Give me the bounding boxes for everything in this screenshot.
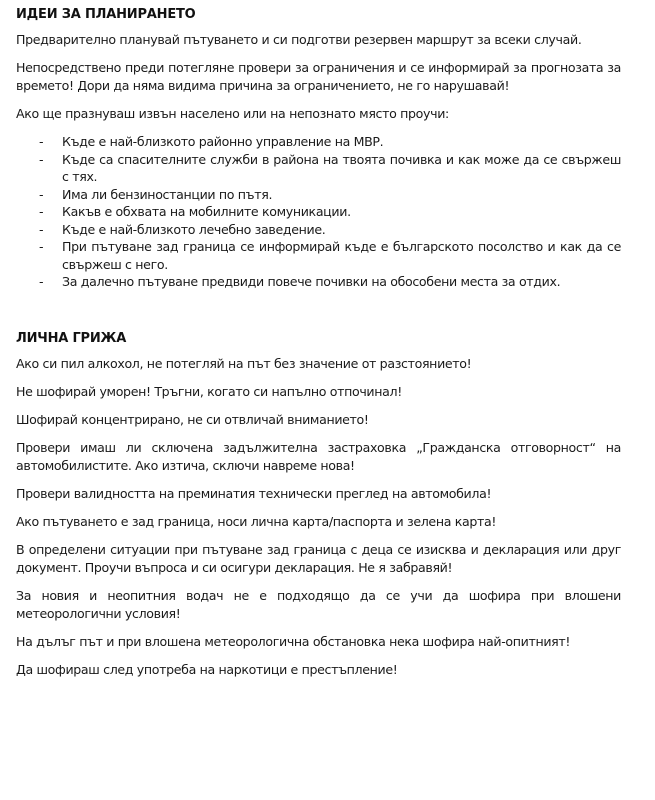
paragraph: Да шофираш след употреба на наркотици е престъпление! [16, 661, 398, 677]
list-item-text: Какъв е обхвата на мобилните комуникации. [62, 204, 351, 219]
section-heading-personal-care: ЛИЧНА ГРИЖА [16, 330, 127, 346]
list-item [16, 186, 621, 204]
paragraph: Не шофирай уморен! Тръгни, когато си напълно отпочинал! [16, 383, 402, 399]
paragraph: Непосредствено преди потегляне провери за ограничения и се информирай за прогнозата за времето! Дори да няма видима причина за ограничението, не го нарушавай! [16, 60, 621, 93]
paragraph: Провери имаш ли сключена задължителна застраховка „Гражданска отговорност“ на автомобилистите. Ако изтича, сключи навреме нова! [16, 439, 621, 473]
paragraph: За новия и неопитния водач не е подходящо да се учи да шофира при влошени метеорологични условия! [16, 587, 621, 621]
list-item [16, 203, 621, 221]
list-item-text: При пътуване зад граница се информирай къде е българското посолство и как да се свържеш с него. [62, 239, 621, 272]
list-item [16, 133, 621, 151]
list-item-text: Има ли бензиностанции по пътя. [62, 186, 273, 202]
paragraph: Шофирай концентрирано, не си отвличай вниманието! [16, 411, 369, 427]
paragraph: Ако пътуването е зад граница, носи лична карта/паспорта и зелена карта! [16, 513, 497, 529]
paragraph: В определени ситуации при пътуване зад граница с деца се изисква и декларация или друг документ. Проучи въпроса и си осигури декларация. Не я забравяй! [16, 541, 621, 575]
list-item-text: Къде са спасителните служби в района на твоята почивка и как може да се свържеш с тях. [62, 151, 621, 184]
section-planning [16, 7, 621, 291]
list-item [16, 273, 621, 291]
dash-bullet-icon: - [39, 186, 44, 202]
paragraph: Ако си пил алкохол, не потегляй на път без значение от разстоянието! [16, 355, 472, 371]
dash-bullet-icon: - [39, 204, 44, 219]
list-item [16, 238, 621, 273]
paragraph: Провери валидността на преминатия технически преглед на автомобила! [16, 485, 492, 501]
list-item [16, 221, 621, 239]
dash-bullet-icon: - [39, 151, 44, 167]
list-item-text: Къде е най-близкото лечебно заведение. [62, 221, 326, 237]
section-personal-care [16, 331, 621, 679]
checklist [16, 133, 621, 291]
list-item-text: За далечно пътуване предвиди повече почивки на обособени места за отдих. [62, 274, 561, 289]
paragraph: На дълъг път и при влошена метеорологична обстановка нека шофира най-опитният! [16, 633, 571, 649]
dash-bullet-icon: - [39, 221, 44, 237]
dash-bullet-icon: - [39, 274, 44, 289]
dash-bullet-icon: - [39, 134, 44, 149]
list-item [16, 151, 621, 186]
paragraph-list-intro: Ако ще празнуваш извън населено или на непознато място проучи: [16, 106, 449, 121]
paragraph: Предварително планувай пътуването и си подготви резервен маршрут за всеки случай. [16, 32, 582, 47]
dash-bullet-icon: - [39, 239, 44, 254]
section-heading-planning: ИДЕИ ЗА ПЛАНИРАНЕТО [16, 7, 196, 22]
list-item-text: Къде е най-близкото районно управление на МВР. [62, 134, 384, 149]
